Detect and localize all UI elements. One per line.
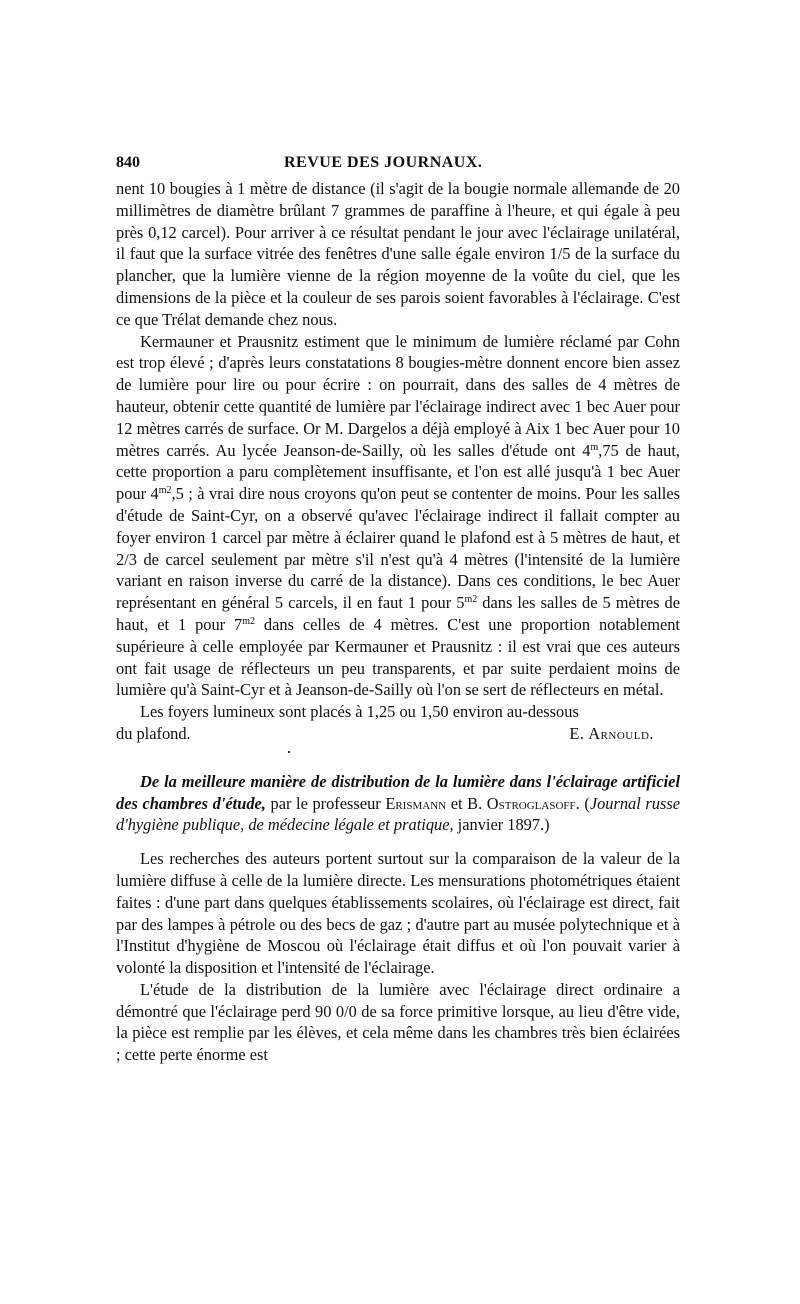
paragraph: Les foyers lumineux sont placés à 1,25 ou 1,50 environ au-dessous <box>140 702 579 722</box>
paragraph: nent 10 bougies à 1 mètre de distance (il s'agit de la bougie normale allemande de 20 millimètres de diamètre brûlant 7 grammes de paraffine à l'heure, et qui égale à peu près 0,12 carcel). Pour arriver à ce résultat pendant le jour avec l'éclairage unilatéral, il faut que la surface vitrée des fenêtres d'une salle égale environ 1/5 de la surface du plancher, que la lumière vienne de la région moyenne de la voûte du ciel, que les dimensions de la pièce et la couleur de ses parois soient favorables à l'éclairage. C'est ce que Trélat demande chez nous. <box>116 179 680 329</box>
signature: E. Arnould. <box>569 723 654 743</box>
author-name: Erismann <box>385 793 447 813</box>
paragraph: Kermauner et Prausnitz estiment que le minimum de lumière réclamé par Cohn est trop élevé ; d'après leurs constatations 8 bougies-mètre donnent encore bien assez de lumière pour lire ou pour écrire : on pourrait, dans des salles de 4 mètres de hauteur, obtenir cette quantité de lumière par l'éclairage indirect avec 1 bec Auer pour 12 mètres carrés de surface. Or M. Dargelos a déjà employé à Aix 1 bec Auer pour 10 mètres carrés. Au lycée Jeanson-de-Sailly, où les salles d'étude ont 4$^m$,75 de haut, cette proportion a paru complètement insuffisante, et l'on est allé jusqu'à 1 bec Auer pour $4^{m2},5$ ; à vrai dire nous croyons qu'on peut se contenter de moins. Pour les salles d'étude de Saint-Cyr, on a observé qu'avec l'éclairage indirect il fallait compter au foyer environ 1 carcel par mètre à éclairer quand le plafond est à 5 mètres de haut, et 2/3 de carcel seulement par mètre s'il n'est qu'à 4 mètres (l'intensité de la lumière variant en raison inverse du carré de la distance). Dans ces conditions, le bec Auer représentant en général 5 carcels, il en faut 1 pour $5^{m2}$ dans les salles de 5 mètres de haut, et 1 pour $7^{m2}$ dans celles de 4 mètres. C'est une proportion notablement supérieure à celle employée par Kermauner et Prausnitz : il est vrai que ces auteurs ont fait usage de réflecteurs un peu transparents, et par suite perdaient moins de lumière qu'à Saint-Cyr et à Jeanson-de-Sailly où l'on se sert de réflecteurs en métal. <box>116 331 680 700</box>
author-name: Ostroglasoff <box>486 793 576 813</box>
signature-line: du plafond. E. Arnould. <box>116 723 654 743</box>
journal-source: Journal russe d'hygiène publique, de médecine légale et pratique, <box>116 793 681 835</box>
document-page <box>116 152 680 1066</box>
article-title: De la meilleure manière de distribution de la lumière dans l'éclairage artificiel des chambres d'étude, par le professeur Erismann et B. Ostroglasoff. (Journal russe d'hygiène publique, de médecine légale et pratique, janvier 1897.) <box>116 771 681 835</box>
page-number: 840 <box>116 154 140 171</box>
section-divider <box>116 745 680 767</box>
paragraph: Les recherches des auteurs portent surtout sur la comparaison de la valeur de la lumière diffuse à celle de la lumière directe. Les mensurations photométriques étaient faites : d'une part dans quelques établissements scolaires, où l'éclairage est direct, fait par des lampes à pétrole ou des becs de gaz ; d'autre part au musée polytechnique et à l'Institut d'hygiène de Moscou où l'éclairage était diffus et où l'on pouvait varier à volonté la disposition et l'intensité de l'éclairage. <box>116 849 680 978</box>
paragraph: L'étude de la distribution de la lumière avec l'éclairage direct ordinaire a démontré que l'éclairage perd 90 0/0 de sa force primitive lorsque, au lieu d'être vide, la pièce est remplie par les élèves, et cela même dans les chambres très bien éclairées ; cette perte énorme est <box>116 979 680 1065</box>
page-header <box>116 152 680 178</box>
running-head: REVUE DES JOURNAUX. <box>284 154 483 171</box>
